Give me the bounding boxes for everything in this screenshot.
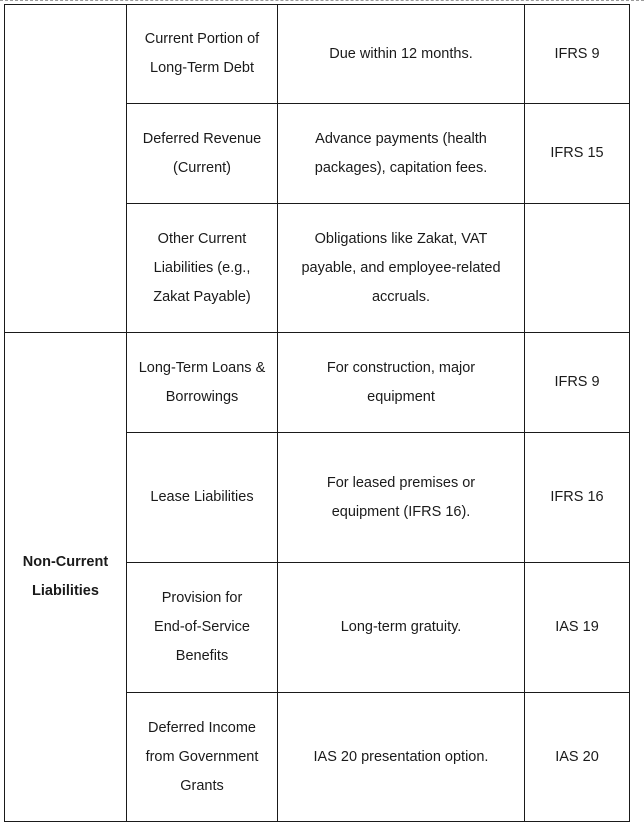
description-cell: Advance payments (health packages), capitation fees. (278, 104, 525, 204)
standard-cell: IAS 20 (525, 693, 630, 822)
category-label: Non-Current Liabilities (22, 554, 109, 599)
table-row (5, 5, 630, 104)
description-cell: For leased premises or equipment (IFRS 16). (278, 433, 525, 563)
standard-cell (525, 204, 630, 333)
standard-cell: IAS 19 (525, 563, 630, 693)
category-cell-current (5, 5, 127, 333)
liabilities-table (4, 4, 630, 822)
table-row (5, 333, 630, 433)
page-top-border (0, 0, 644, 1)
standard-cell: IFRS 9 (525, 5, 630, 104)
item-cell: Deferred Revenue (Current) (127, 104, 278, 204)
description-cell: Due within 12 months. (278, 5, 525, 104)
item-cell: Current Portion of Long-Term Debt (127, 5, 278, 104)
description-cell: For construction, major equipment (278, 333, 525, 433)
description-cell: IAS 20 presentation option. (278, 693, 525, 822)
category-cell-non-current (5, 333, 127, 822)
item-cell: Other Current Liabilities (e.g., Zakat Payable) (127, 204, 278, 333)
description-cell: Obligations like Zakat, VAT payable, and employee-related accruals. (278, 204, 525, 333)
standard-cell: IFRS 9 (525, 333, 630, 433)
standard-cell: IFRS 16 (525, 433, 630, 563)
description-cell: Long-term gratuity. (278, 563, 525, 693)
item-cell: Provision for End-of-Service Benefits (127, 563, 278, 693)
item-cell: Long-Term Loans & Borrowings (127, 333, 278, 433)
item-cell: Lease Liabilities (127, 433, 278, 563)
item-cell: Deferred Income from Government Grants (127, 693, 278, 822)
standard-cell: IFRS 15 (525, 104, 630, 204)
